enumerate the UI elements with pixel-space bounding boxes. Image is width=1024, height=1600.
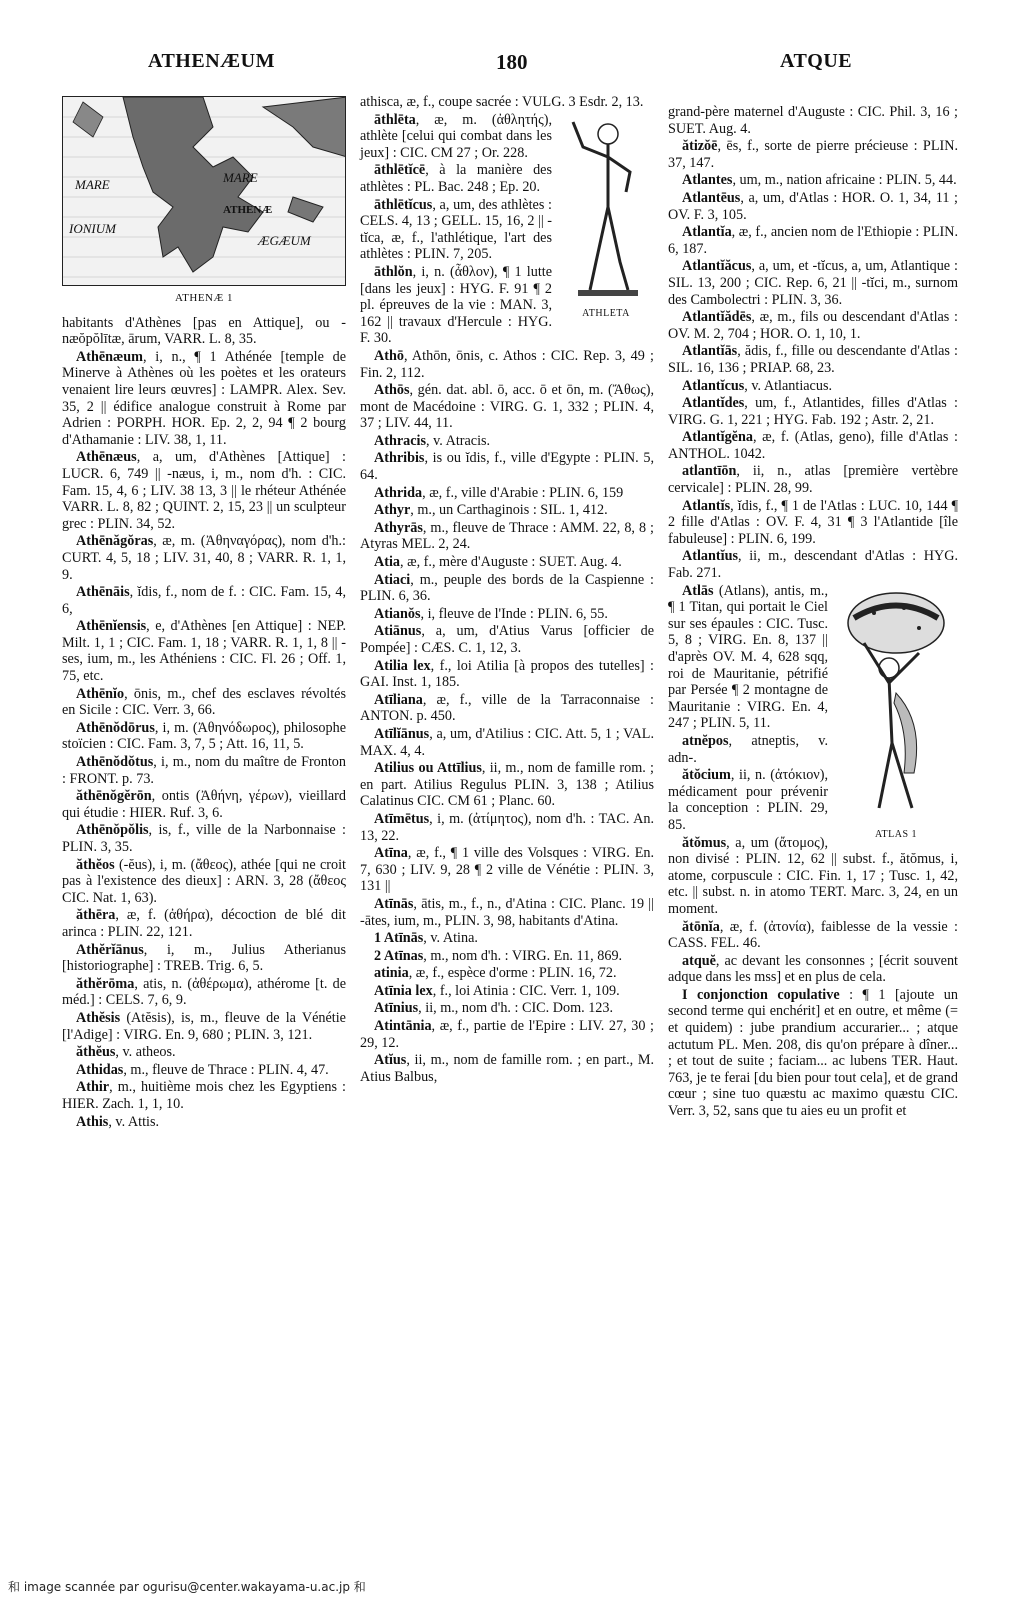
headword: Athyr <box>374 502 411 519</box>
athlete-illustration <box>558 112 654 302</box>
headword: Atianŏs <box>374 605 421 622</box>
dictionary-entry: āthlēta, æ, m. (ἀθλητής), athlète [celui qui combat dans les jeux] : CIC. CM 27 ; Or. 228. <box>360 111 552 161</box>
headword: Athēnăgŏras <box>76 533 154 550</box>
figure-athleta <box>558 112 654 323</box>
atlas-illustration <box>834 583 958 823</box>
dictionary-entry: ătŏcium, ii, n. (ἀτόκιον), médicament pour prévenir la conception : PLIN. 29, 85. <box>668 767 828 833</box>
headword: Atīnās <box>374 895 414 912</box>
dictionary-entry: habitants d'Athènes [pas en Attique], ou -næŏpŏlītæ, ārum, VARR. L. 8, 35. <box>62 314 346 348</box>
headword: Atĭus <box>374 1052 407 1069</box>
headword: Athidas <box>76 1061 124 1078</box>
headword: 1 Atīnās <box>374 930 424 947</box>
headword: Atiaci <box>374 571 411 588</box>
map-label-aegaeum: ÆGÆUM <box>258 233 311 248</box>
dictionary-entry: Atlantĭa, æ, f., ancien nom de l'Ethiopie : PLIN. 6, 187. <box>668 224 958 257</box>
map-label-ionium: IONIUM <box>69 221 116 236</box>
headword: Atlantĭa <box>682 224 732 241</box>
column-3 <box>668 104 958 1121</box>
atlas-caption: ATLAS 1 <box>874 829 918 841</box>
headword: āthlētĭcē <box>374 162 426 179</box>
dictionary-entry: ătōnĭa, æ, f. (ἀτονία), faiblesse de la vessie : CASS. FEL. 46. <box>668 918 958 952</box>
headword: Athribis <box>374 450 425 467</box>
headword: ăthēnŏgĕrōn <box>76 788 152 805</box>
dictionary-entry: ăthĕos (-ĕus), i, m. (ἄθεος), athée [qui ne croit pas à l'existence des dieux] : ARN. 3, 28 (ἄθεος CIC. Nat. 1, 63). <box>62 856 346 906</box>
map-label-athenae: ATHENÆ <box>223 204 273 216</box>
dictionary-entry: Athēnĭensis, e, d'Athènes [en Attique] : NEP. Milt. 1, 1 ; CIC. Fam. 1, 18 ; VARR. R. 1, 1, 8 || -ses, ium, m., les Athéniens : CIC. Fl. 26 ; Off. 1, 75, etc. <box>62 618 346 685</box>
dictionary-entry: athisca, æ, f., coupe sacrée : VULG. 3 Esdr. 2, 13. <box>360 94 644 110</box>
headword: Atiānus <box>374 623 422 640</box>
headword: Atlantĭgĕna <box>682 429 753 446</box>
dictionary-entry: Atīnia lex, f., loi Atinia : CIC. Verr. 1, 109. <box>374 982 620 999</box>
headword: Atīna <box>374 845 408 862</box>
dictionary-entry: Atlantĭdes, um, f., Atlantides, filles d'Atlas : VIRG. G. 1, 221 ; HYG. Fab. 192 ; Astr. 2, 21. <box>668 395 958 428</box>
dictionary-entry: Athir, m., huitième mois chez les Egyptiens : HIER. Zach. 1, 1, 10. <box>62 1079 346 1112</box>
headword: Athēnĭensis <box>76 618 147 635</box>
dictionary-entry: Athrida, æ, f., ville d'Arabie : PLIN. 6, 159 <box>374 484 624 501</box>
headword: Atlantĭcus <box>682 377 745 394</box>
dictionary-entry: Atlantēus, a, um, d'Atlas : HOR. O. 1, 34, 11 ; OV. F. 3, 105. <box>668 189 958 223</box>
headword: I conjonction copulative <box>682 986 850 1003</box>
map-label-mare-1: MARE <box>75 177 110 192</box>
headword: ăthĕus <box>76 1044 116 1061</box>
headword: ătōnĭa <box>682 918 720 935</box>
headword: Atlantĭs <box>682 497 731 514</box>
dictionary-entry: Athribis, is ou ĭdis, f., ville d'Egypte : PLIN. 5, 64. <box>360 450 654 484</box>
headword: Atia <box>374 554 401 571</box>
headword: Athis <box>76 1113 109 1130</box>
headword: Atīnia lex <box>374 982 433 999</box>
headword: āthlētĭcus <box>374 196 433 213</box>
headword: 2 Atīnas <box>374 947 424 964</box>
dictionary-entry: Atlantĭăcus, a, um, et -tĭcus, a, um, Atlantique : SIL. 13, 200 ; CIC. Rep. 6, 21 || -tĭci, m., surnom des Cambolectri : PLIN. 3, 36. <box>668 258 958 308</box>
dictionary-entry: Athēnŏdŏtus, i, m., nom du maître de Fronton : FRONT. p. 73. <box>62 754 346 787</box>
headword: ăthĕrōma <box>76 975 135 992</box>
headword: Atlantĭus <box>682 548 738 565</box>
dictionary-entry: Athēnæus, a, um, d'Athènes [Attique] : LUCR. 6, 749 || -næus, i, m., nom d'h. : CIC. Fam. 15, 4, 6 ; LIV. 38 13, 3 || le rhéteur Athénée VARR. L. 8, 82 ; QUINT. 2, 15, 23 || un sculpteur grec : PLIN. 34, 52. <box>62 449 346 532</box>
dictionary-entry: 2 Atīnas, m., nom d'h. : VIRG. En. 11, 869. <box>374 947 623 964</box>
headword: Athrida <box>374 484 423 501</box>
dictionary-entry: Athyr, m., un Carthaginois : SIL. 1, 412. <box>374 502 608 519</box>
dictionary-entry: ătizŏē, ēs, f., sorte de pierre précieuse : PLIN. 37, 147. <box>668 138 958 171</box>
dictionary-entry: Atlantĭus, ii, m., descendant d'Atlas : HYG. Fab. 271. <box>668 548 958 582</box>
headword: Athō <box>374 347 404 364</box>
headword: āthlŏn <box>374 263 413 280</box>
column-1-entries <box>62 315 346 1131</box>
dictionary-entry: Atīmētus, i, m. (ἀτίμητος), nom d'h. : TAC. An. 13, 22. <box>360 810 654 844</box>
headword: ătizŏē <box>682 138 718 155</box>
headword: atlantīōn <box>682 463 737 480</box>
dictionary-entry: Athĕsis (Atĕsis), is, m., fleuve de la Vénétie [l'Adige] : VIRG. En. 9, 680 ; PLIN. 3, 121. <box>62 1009 346 1043</box>
headword: Athyrās <box>374 519 423 536</box>
dictionary-entry: Atlantĭgĕna, æ, f. (Atlas, geno), fille d'Atlas : ANTHOL. 1042. <box>668 429 958 462</box>
dictionary-entry: Atia, æ, f., mère d'Auguste : SUET. Aug. 4. <box>374 554 622 571</box>
headword: Athēnĭo <box>76 685 125 702</box>
dictionary-entry: Athracis, v. Atracis. <box>374 432 491 449</box>
dictionary-entry: Atīna, æ, f., ¶ 1 ville des Volsques : VIRG. En. 7, 630 ; LIV. 9, 28 ¶ 2 ville de Vénétie : PLIN. 3, 131 || <box>360 845 654 895</box>
dictionary-entry: atinia, æ, f., espèce d'orme : PLIN. 16, 72. <box>374 965 617 982</box>
running-head-left: ATHENÆUM <box>148 50 275 72</box>
headword: ătŏcium <box>682 767 731 784</box>
headword: Atlantĭdes <box>682 395 745 412</box>
column-1 <box>62 96 346 1131</box>
dictionary-entry: Athidas, m., fleuve de Thrace : PLIN. 4, 47. <box>76 1061 329 1078</box>
dictionary-entry: Athyrās, m., fleuve de Thrace : AMM. 22, 8, 8 ; Atyras MEL. 2, 24. <box>360 519 654 553</box>
headword: Atlantes <box>682 172 733 189</box>
headword: atinia <box>374 965 409 982</box>
column-2-entries <box>360 94 654 1085</box>
dictionary-entry: Atlantes, um, m., nation africaine : PLIN. 5, 44. <box>682 172 957 189</box>
map-illustration <box>63 97 346 286</box>
dictionary-entry: Athēnāis, ĭdis, f., nom de f. : CIC. Fam. 15, 4, 6, <box>62 584 346 617</box>
dictionary-entry: Athēnŏpŏlis, is, f., ville de la Narbonnaise : PLIN. 3, 35. <box>62 822 346 855</box>
figure-atlas <box>834 583 958 844</box>
dictionary-entry: Athēnŏdōrus, i, m. (Ἀθηνόδωρος), philosophe stoïcien : CIC. Fam. 3, 7, 5 ; Att. 16, 11, 5. <box>62 719 346 753</box>
dictionary-entry: Atintānia, æ, f., partie de l'Epire : LIV. 27, 30 ; 29, 12. <box>360 1018 654 1051</box>
headword: ăthĕos <box>76 856 119 873</box>
dictionary-entry: atnĕpos, atneptis, v. adn-. <box>668 732 828 766</box>
headword: Atilius ou Attīlius <box>374 760 482 777</box>
dictionary-entry: āthlētĭcē, à la manière des athlètes : PL. Bac. 248 ; Ep. 20. <box>360 162 552 195</box>
scan-credit: 和 image scannée par ogurisu@center.wakayama-u.ac.jp 和 <box>8 1580 366 1594</box>
dictionary-entry: Atiānus, a, um, d'Atius Varus [officier de Pompée] : CÆS. C. 1, 12, 3. <box>360 623 654 656</box>
dictionary-entry: Athēnæum, i, n., ¶ 1 Athénée [temple de Minerve à Athènes où les poètes et les orateurs venaient lire leurs œuvres] : LAMPR. Alex. Sev. 35, 2 || édifice analogue construit à Rome par Adrien : PORPH. HOR. Ep. 2, 2, 94 ¶ 2 bourg d'Athamanie : LIV. 38, 1, 11. <box>62 348 346 448</box>
dictionary-entry: 1 Atīnās, v. Atina. <box>374 930 478 947</box>
headword: Athēnæus <box>76 449 137 466</box>
dictionary-entry: Atilius ou Attīlius, ii, m., nom de famille rom. ; en part. Atilius Regulus PLIN. 3, 138 ; Atilius Calatinus CIC. CM 61 ; Planc. 60. <box>360 760 654 810</box>
headword: ăthēra <box>76 907 116 924</box>
running-head-right: ATQUE <box>780 50 853 72</box>
headword: Athēnāis <box>76 584 130 601</box>
headword: Athōs <box>374 382 410 399</box>
map-caption: ATHENÆ 1 <box>174 292 234 304</box>
dictionary-entry: ăthĕrōma, atis, n. (ἀθέρωμα), athérome [t. de méd.] : CELS. 7, 6, 9. <box>62 975 346 1009</box>
dictionary-entry: āthlŏn, i, n. (ἆθλον), ¶ 1 lutte [dans les jeux] : HYG. F. 91 ¶ 2 pl. épreuves de la vie : MAN. 3, 162 || travaux d'Hercule : HYG. F. 30. <box>360 263 552 347</box>
headword: Athĕrĭānus <box>76 941 144 958</box>
headword: Atlantĭăcus <box>682 258 752 275</box>
dictionary-entry: atlantīōn, ii, n., atlas [première vertèbre cervicale] : PLIN. 28, 99. <box>668 463 958 497</box>
dictionary-entry: Athō, Athōn, ōnis, c. Athos : CIC. Rep. 3, 49 ; Fin. 2, 112. <box>360 347 654 381</box>
dictionary-entry: āthlētĭcus, a, um, des athlètes : CELS. 4, 13 ; GELL. 15, 16, 2 || -tĭca, æ, f., l'athlétique, l'art des athlètes : PLIN. 7, 205. <box>360 196 552 263</box>
dictionary-entry: ătŏmus, a, um (ἄτομος), non divisé : PLIN. 12, 62 || subst. f., ătŏmus, i, atome, corpuscule : CIC. Fin. 1, 17 ; Tusc. 1, 42, etc. || subst. n. in atomo TERT. Marc. 3, 24, en un moment. <box>668 834 958 917</box>
headword: āthlēta <box>374 111 416 128</box>
dictionary-entry: Atĭus, ii, m., nom de famille rom. ; en part., M. Atius Balbus, <box>360 1052 654 1085</box>
dictionary-entry: Atiaci, m., peuple des bords de la Caspienne : PLIN. 6, 36. <box>360 571 654 605</box>
column-2 <box>360 94 654 1086</box>
dictionary-entry: Atlantĭās, ădis, f., fille ou descendante d'Atlas : SIL. 16, 136 ; PRIAP. 68, 23. <box>668 343 958 376</box>
headword: Atlantĭās <box>682 343 738 360</box>
headword: Atīnius <box>374 1000 419 1017</box>
headword: ătŏmus <box>682 834 727 851</box>
dictionary-entry: ăthēra, æ, f. (ἀθήρα), décoction de blé dit arinca : PLIN. 22, 121. <box>62 907 346 940</box>
page-number: 180 <box>496 50 528 74</box>
dictionary-entry: Athis, v. Attis. <box>76 1113 160 1130</box>
headword: Atlās <box>682 582 719 599</box>
headword: Atlantēus <box>682 189 741 206</box>
dictionary-entry: Atīnās, ātis, m., f., n., d'Atina : CIC. Planc. 19 || -ātes, ium, m., PLIN. 3, 98, habitants d'Atina. <box>360 895 654 929</box>
dictionary-entry: Athēnĭo, ōnis, m., chef des esclaves révoltés en Sicile : CIC. Verr. 3, 66. <box>62 685 346 719</box>
map-label-mare-2: MARE <box>223 170 258 185</box>
map-athenae <box>62 96 346 286</box>
dictionary-entry: Atlās (Atlans), antis, m., ¶ 1 Titan, qui portait le Ciel sur ses épaules : CIC. Tusc. 5, 8 ; VIRG. En. 8, 137 || d'après OV. M. 4, 628 sqq, roi de Mauritanie, pétrifié par Persée ¶ 2 montagne de Mauritanie : VIRG. En. 4, 247 ; PLIN. 5, 11. <box>668 582 829 732</box>
headword: Athēnŏpŏlis <box>76 822 149 839</box>
headword: Atlantĭădēs <box>682 309 752 326</box>
headword: Atīlĭānus <box>374 725 430 742</box>
dictionary-entry: atquĕ, ac devant les consonnes ; [écrit souvent adque dans les mss] et en plus de cela. <box>668 952 958 986</box>
headword: Athēnŏdŏtus <box>76 754 154 771</box>
athleta-caption: ATHLETA <box>582 308 630 320</box>
column-3-entries <box>668 104 958 1120</box>
dictionary-entry: Atlantĭcus, v. Atlantiacus. <box>682 377 833 394</box>
headword: Athir <box>76 1079 110 1096</box>
dictionary-entry: Atīlĭānus, a, um, d'Atilius : CIC. Att. 5, 1 ; VAL. MAX. 4, 4. <box>360 725 654 759</box>
dictionary-entry: ăthēnŏgĕrōn, ontis (Ἀθήνη, γέρων), vieillard qui étudie : HIER. Ruf. 3, 6. <box>62 788 346 821</box>
dictionary-entry: Athĕrĭānus, i, m., Julius Atherianus [historiographe] : TREB. Trig. 6, 5. <box>62 941 346 975</box>
dictionary-entry: Atīnius, ii, m., nom d'h. : CIC. Dom. 123. <box>374 1000 614 1017</box>
dictionary-entry: I conjonction copulative : ¶ 1 [ajoute un second terme qui enchérit] et en outre, et même (= et quidem) : jube prandium accurarier... ; atque actutum PL. Men. 208, dis qu'on prépare à dîner... ; et tout de suite ; faciam... ac lubens TER. Haut. 763, je te ferai [du bien pour tout cela], et de grand cœur ; sine tuo quæstu ac maximo quæstu CIC. Verr. 3, 52, sans que tu aies eu un profit et <box>668 986 958 1120</box>
headword: Athĕsis <box>76 1009 127 1026</box>
dictionary-entry: Atlantĭs, ĭdis, f., ¶ 1 de l'Atlas : LUC. 10, 144 ¶ 2 fille d'Atlas : OV. F. 4, 31 ¶ 3 l'Atlantide [île fabuleuse] : PLIN. 6, 199. <box>668 497 958 547</box>
headword: Atīliana <box>374 691 423 708</box>
dictionary-entry: Atilia lex, f., loi Atilia [à propos des tutelles] : GAI. Inst. 1, 185. <box>360 657 654 691</box>
dictionary-entry: Atīliana, æ, f., ville de la Tarraconnaise : ANTON. p. 450. <box>360 691 654 725</box>
dictionary-entry: Atianŏs, i, fleuve de l'Inde : PLIN. 6, 55. <box>374 605 608 622</box>
headword: Atilia lex <box>374 657 431 674</box>
headword: Athēnŏdōrus <box>76 719 155 736</box>
headword: Atīmētus <box>374 810 430 827</box>
dictionary-entry: ăthĕus, v. atheos. <box>76 1044 176 1061</box>
dictionary-entry: Athōs, gén. dat. abl. ō, acc. ō et ōn, m. (Ἄθως), mont de Macédoine : VIRG. G. 1, 332 ; PLIN. 4, 37 ; LIV. 44, 11. <box>360 382 654 432</box>
headword: Atintānia <box>374 1018 432 1035</box>
headword: atquĕ <box>682 952 716 969</box>
dictionary-entry: Athēnăgŏras, æ, m. (Ἀθηναγόρας), nom d'h.: CURT. 4, 5, 18 ; LIV. 31, 40, 8 ; VARR. R. 1, 1, 9. <box>62 533 346 583</box>
headword: Athēnæum <box>76 348 144 365</box>
headword: atnĕpos <box>682 732 729 749</box>
dictionary-entry: grand-père maternel d'Auguste : CIC. Phil. 3, 16 ; SUET. Aug. 4. <box>668 104 958 137</box>
headword: Athracis <box>374 432 427 449</box>
dictionary-entry: Atlantĭădēs, æ, m., fils ou descendant d'Atlas : OV. M. 2, 704 ; HOR. O. 1, 10, 1. <box>668 309 958 342</box>
